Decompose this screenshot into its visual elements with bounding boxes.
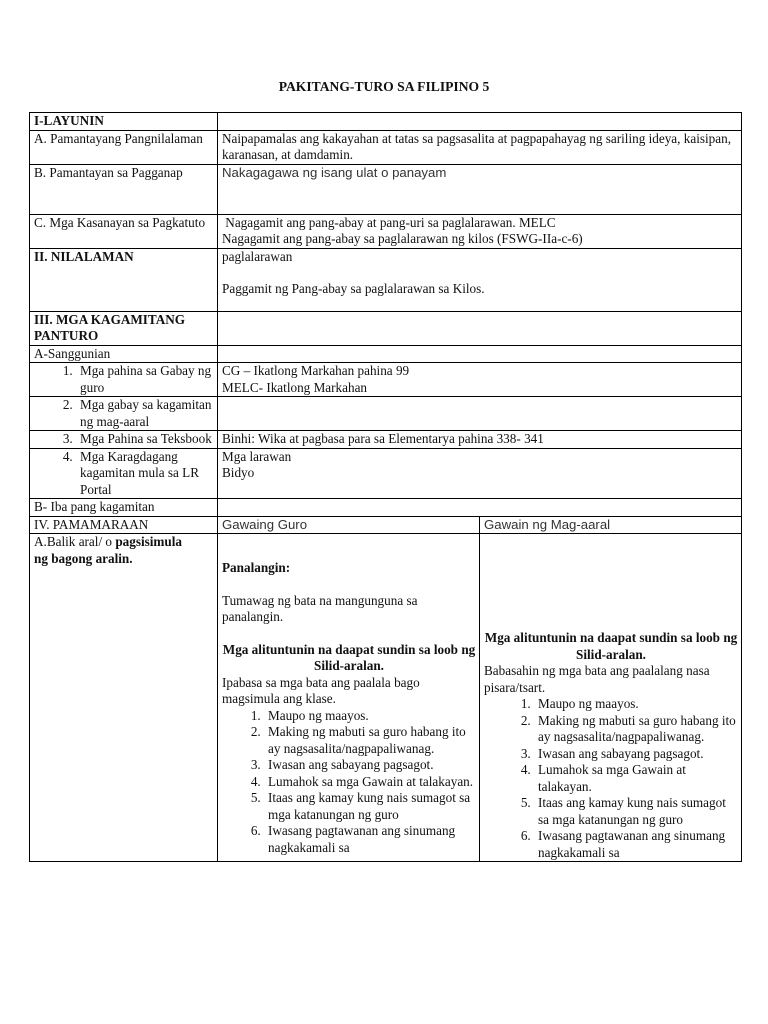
- tumawag-text: Tumawag ng bata na mangunguna sa panalangin.: [222, 592, 418, 624]
- pamantayang-label: A. Pamantayang Pangnilalaman: [30, 130, 218, 164]
- kagamitan-heading-row: [30, 311, 742, 345]
- column-header-magaaral: Gawain ng Mag-aaral: [480, 516, 742, 534]
- empty-cell: [218, 345, 742, 363]
- reference-row: [30, 448, 742, 499]
- pamantayang-row: [30, 130, 742, 164]
- rule-item: 2. Making ng mabuti sa guro habang ito ay nagsasalita/nagpapaliwanag.: [534, 713, 738, 746]
- empty-cell: [218, 113, 742, 131]
- kasanayan-value: [218, 214, 742, 248]
- magaaral-activities: [480, 534, 742, 862]
- rule-item: 2. Making ng mabuti sa guro habang ito ay nagsasalita/nagpapaliwanag.: [264, 724, 476, 757]
- reference-value-line: MELC- Ikatlong Markahan: [222, 379, 368, 395]
- empty-cell: [218, 311, 742, 345]
- kasanayan-line-1: Nagagamit ang pang-abay at pang-uri sa paglalarawan. MELC: [222, 214, 556, 230]
- reference-value-line: Bidyo: [222, 465, 255, 480]
- pagganap-row: [30, 164, 742, 214]
- ipabasa-text: Ipabasa sa mga bata ang paalala bago magsimula ang klase.: [222, 674, 420, 706]
- nilalaman-row: [30, 248, 742, 311]
- sanggunian-row: [30, 345, 742, 363]
- reference-value: [218, 397, 742, 431]
- reference-row: [30, 431, 742, 449]
- magaaral-rules-list: [484, 696, 738, 861]
- sanggunian-label: A-Sanggunian: [30, 345, 218, 363]
- iba-pa-label: B- Iba pang kagamitan: [30, 499, 218, 517]
- reference-row: [30, 363, 742, 397]
- rule-item: 5. Itaas ang kamay kung nais sumagot sa mga katanungan ng guro: [534, 795, 738, 828]
- nilalaman-heading: II. NILALAMAN: [30, 248, 218, 311]
- rule-item: 1. Maupo ng maayos.: [534, 696, 738, 713]
- rule-item: 6. Iwasang pagtawanan ang sinumang nagkakamali sa: [264, 823, 476, 856]
- rule-item: 3. Iwasan ang sabayang pagsagot.: [264, 757, 476, 774]
- rule-item: 1. Maupo ng maayos.: [264, 708, 476, 725]
- rule-item: 3. Iwasan ang sabayang pagsagot.: [534, 746, 738, 763]
- nilalaman-line-2: Paggamit ng Pang-abay sa paglalarawan sa Kilos.: [222, 281, 485, 296]
- reference-value-line: CG – Ikatlong Markahan pahina 99: [222, 363, 410, 378]
- reference-row: [30, 397, 742, 431]
- alituntunin-heading: Mga alituntunin na daapat sundin sa loob ng Silid-aralan.: [484, 630, 738, 662]
- rule-item: 6. Iwasang pagtawanan ang sinumang nagkakamali sa: [534, 828, 738, 861]
- reference-label: [30, 397, 218, 431]
- kasanayan-label: C. Mga Kasanayan sa Pagkatuto: [30, 214, 218, 248]
- rule-item: 4. Lumahok sa mga Gawain at talakayan.: [264, 774, 476, 791]
- column-header-guro: Gawaing Guro: [218, 516, 480, 534]
- balik-aral-bold: pagsisimula: [115, 534, 183, 549]
- nilalaman-line-1: paglalarawan: [222, 248, 293, 264]
- lesson-plan-table: [29, 112, 742, 862]
- nilalaman-value: [218, 248, 742, 311]
- layunin-heading: I-LAYUNIN: [30, 113, 218, 131]
- reference-item-label: 3. Mga Pahina sa Teksbook: [76, 431, 214, 448]
- balik-aral-bold: ng bagong aralin.: [34, 550, 133, 566]
- iba-pa-row: [30, 499, 742, 517]
- kasanayan-line-2: Nagagamit ang pang-abay sa paglalarawan ng kilos (FSWG-IIa-c-6): [222, 231, 583, 246]
- rule-item: 4. Lumahok sa mga Gawain at talakayan.: [534, 762, 738, 795]
- panalangin-heading: Panalangin:: [222, 560, 291, 575]
- babasahin-text: Babasahin ng mga bata ang paalalang nasa pisara/tsart.: [484, 663, 710, 695]
- reference-item-label: 4. Mga Karagdagang kagamitan mula sa LR Portal: [76, 449, 214, 499]
- pagganap-value: Nakagagawa ng isang ulat o panayam: [218, 164, 742, 214]
- reference-value-line: Mga larawan: [222, 448, 292, 464]
- document-title: PAKITANG-TURO SA FILIPINO 5: [278, 79, 490, 94]
- guro-rules-list: [222, 708, 476, 857]
- rule-item: 5. Itaas ang kamay kung nais sumagot sa mga katanungan ng guro: [264, 790, 476, 823]
- layunin-heading-row: [30, 113, 742, 131]
- reference-label: [30, 431, 218, 449]
- pamamaraan-heading: IV. PAMAMARAAN: [30, 516, 218, 534]
- reference-value-line: Binhi: Wika at pagbasa para sa Elementarya pahina 338- 341: [222, 431, 544, 446]
- balik-aral-text: A.Balik aral/ o: [34, 534, 116, 549]
- alituntunin-heading: Mga alituntunin na daapat sundin sa loob ng Silid-aralan.: [222, 641, 476, 673]
- empty-cell: [218, 499, 742, 517]
- balik-aral-row: [30, 534, 742, 862]
- reference-label: [30, 448, 218, 499]
- kasanayan-row: [30, 214, 742, 248]
- reference-value: [218, 431, 742, 449]
- reference-value: [218, 363, 742, 397]
- guro-activities: [218, 534, 480, 862]
- reference-value: [218, 448, 742, 499]
- pamamaraan-header-row: [30, 516, 742, 534]
- reference-label: [30, 363, 218, 397]
- reference-item-label: 2. Mga gabay sa kagamitan ng mag-aaral: [76, 397, 214, 430]
- pagganap-label: B. Pamantayan sa Pagganap: [30, 164, 218, 214]
- pamantayang-value: Naipapamalas ang kakayahan at tatas sa pagsasalita at pagpapahayag ng sariling ideya, kaisipan, karanasan, at damdamin.: [218, 130, 742, 164]
- reference-item-label: 1. Mga pahina sa Gabay ng guro: [76, 363, 214, 396]
- balik-aral-label: [30, 534, 218, 862]
- kagamitan-heading: III. MGA KAGAMITANG PANTURO: [30, 311, 218, 345]
